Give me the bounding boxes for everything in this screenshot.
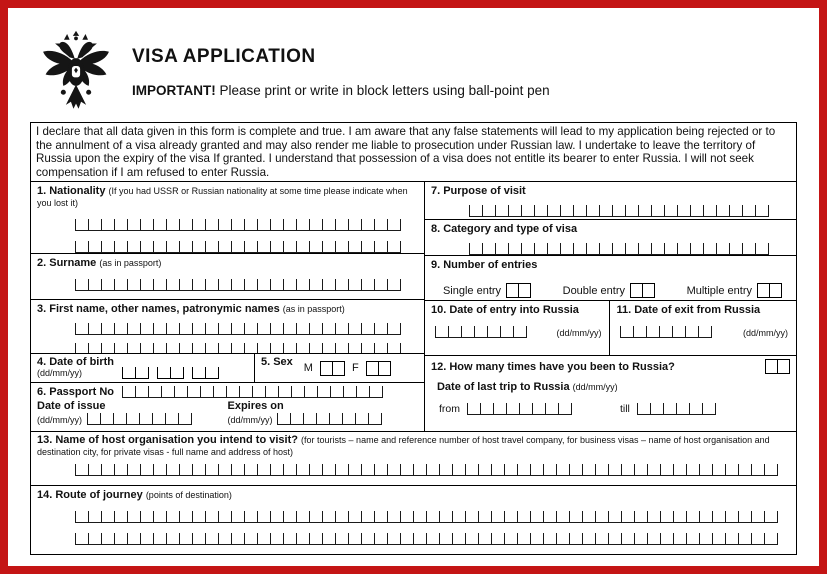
entries-options (443, 283, 782, 298)
birth-note: (dd/mm/yy) (37, 368, 82, 379)
form-grid (30, 181, 797, 555)
first-name-label: 3. First name, other names, patronymic names (37, 303, 280, 316)
page-title: VISA APPLICATION (132, 46, 316, 67)
field-purpose-of-visit (425, 182, 796, 220)
sex-female-label: F (351, 362, 359, 375)
field-nationality (31, 182, 424, 254)
multiple-entry-option (687, 283, 782, 298)
date-of-issue-input[interactable] (87, 413, 192, 425)
field-date-of-entry (425, 301, 611, 355)
host-organisation-text (37, 435, 790, 458)
important-label: IMPORTANT! (132, 83, 216, 98)
declaration-box (30, 122, 797, 182)
field-visa-category (425, 220, 796, 256)
expires-on-note: (dd/mm/yy) (227, 415, 273, 426)
header (8, 8, 819, 122)
date-of-entry-line (431, 326, 604, 338)
sex-male-checkbox[interactable] (320, 361, 345, 376)
form-columns (31, 182, 796, 432)
date-of-entry-note: (dd/mm/yy) (556, 328, 602, 339)
declaration-text: I declare that all data given in this form is complete and true. I am aware that any false statements will lead to my application being rejected or to the annulment of a visa already granted and may also render me liable to prosecution under Russian law. I undertake to leave the territory of Russia upon the expiry of the visa If granted. I understand that possession of a visa does not entitle its bearer to enter Russia. I will not seek compensation if I am refused to enter Russia. (36, 125, 776, 179)
important-note (132, 83, 550, 98)
double-entry-label: Double entry (562, 284, 625, 297)
nationality-note: (If you had USSR or Russian nationality at some time please indicate when you lost it) (37, 186, 408, 209)
field-date-of-exit (610, 301, 796, 355)
row-entry-exit-dates (425, 301, 796, 356)
field-host-organisation (31, 432, 796, 486)
date-of-exit-input[interactable] (620, 326, 712, 338)
host-organisation-label: 13. Name of host organisation you intend to visit? (37, 434, 298, 447)
sex-female-checkbox[interactable] (366, 361, 391, 376)
single-entry-option (443, 283, 531, 298)
single-entry-label: Single entry (442, 284, 502, 297)
surname-input[interactable] (75, 279, 401, 291)
last-trip-label: Date of last trip to Russia (436, 381, 570, 394)
date-of-issue-note: (dd/mm/yy) (37, 415, 82, 426)
birth-year-input[interactable] (192, 367, 219, 379)
multiple-entry-checkbox[interactable] (757, 283, 782, 298)
surname-note: (as in passport) (99, 258, 162, 269)
host-organisation-input[interactable] (75, 464, 778, 476)
date-of-exit-note: (dd/mm/yy) (743, 328, 788, 339)
nationality-input-row-1[interactable] (75, 219, 401, 231)
first-name-input-row-1[interactable] (75, 323, 401, 335)
route-note: (points of destination) (145, 490, 232, 501)
date-of-exit-label: 11. Date of exit from Russia (616, 304, 761, 317)
nationality-label: 1. Nationality (37, 185, 106, 198)
last-trip-line (437, 381, 790, 393)
visa-category-input[interactable] (469, 243, 769, 255)
birth-label: 4. Date of birth (37, 356, 115, 369)
row-birth-sex (31, 354, 424, 383)
date-of-issue-block (37, 400, 227, 425)
field-passport (31, 383, 424, 431)
route-label: 14. Route of journey (37, 489, 143, 502)
times-in-russia-line (431, 359, 790, 374)
route-input-row-2[interactable] (75, 533, 778, 545)
purpose-input[interactable] (469, 205, 769, 217)
birth-label-block (37, 356, 114, 380)
first-name-note: (as in passport) (282, 304, 345, 315)
expires-on-label: Expires on (227, 400, 284, 413)
times-in-russia-label: 12. How many times have you been to Russia? (430, 360, 675, 373)
sex-label: 5. Sex (260, 356, 293, 369)
last-trip-till-input[interactable] (637, 403, 716, 415)
field-surname (31, 254, 424, 300)
expires-on-input[interactable] (277, 413, 382, 425)
passport-dates-row (37, 400, 418, 425)
field-number-of-entries (425, 256, 796, 301)
host-organisation-note: (for tourists – name and reference number of host travel company, for business visas – name of host organisation and destination city, for private visas - full name and address of host) (37, 435, 770, 457)
russian-coat-of-arms-icon (38, 28, 114, 116)
visa-category-label: 8. Category and type of visa (430, 223, 578, 236)
field-sex (255, 354, 424, 382)
date-of-issue-label: Date of issue (37, 400, 106, 413)
times-in-russia-input[interactable] (765, 359, 790, 374)
surname-label: 2. Surname (37, 257, 97, 270)
from-till-line (439, 403, 790, 415)
form-left-column (31, 182, 425, 431)
date-of-entry-input[interactable] (435, 326, 527, 338)
multiple-entry-label: Multiple entry (686, 284, 752, 297)
birth-date-inputs (122, 367, 224, 380)
field-first-name (31, 300, 424, 354)
birth-month-input[interactable] (157, 367, 184, 379)
field-times-in-russia (425, 356, 796, 431)
nationality-input-row-2[interactable] (75, 241, 401, 253)
header-titles (132, 28, 550, 122)
passport-no-input[interactable] (122, 386, 383, 398)
field-route-of-journey (31, 486, 796, 554)
purpose-label: 7. Purpose of visit (430, 185, 526, 198)
date-of-entry-label: 10. Date of entry into Russia (430, 304, 579, 317)
double-entry-checkbox[interactable] (630, 283, 655, 298)
passport-number-line (37, 386, 418, 398)
form-right-column (425, 182, 796, 431)
till-label: till (619, 403, 630, 416)
from-label: from (438, 403, 460, 416)
expires-on-block (227, 400, 417, 425)
field-date-of-birth (31, 354, 255, 382)
passport-label: 6. Passport No (37, 386, 115, 399)
sex-male-label: M (303, 362, 313, 375)
last-trip-note: (dd/mm/yy) (572, 382, 618, 393)
single-entry-checkbox[interactable] (506, 283, 531, 298)
last-trip-from-input[interactable] (467, 403, 572, 415)
double-entry-option (563, 283, 655, 298)
route-input-row-1[interactable] (75, 511, 778, 523)
date-of-exit-line (616, 326, 790, 338)
first-name-input-row-2[interactable] (75, 343, 401, 354)
entries-label: 9. Number of entries (430, 259, 538, 272)
important-text: Please print or write in block letters using ball-point pen (215, 83, 550, 98)
birth-day-input[interactable] (122, 367, 149, 379)
